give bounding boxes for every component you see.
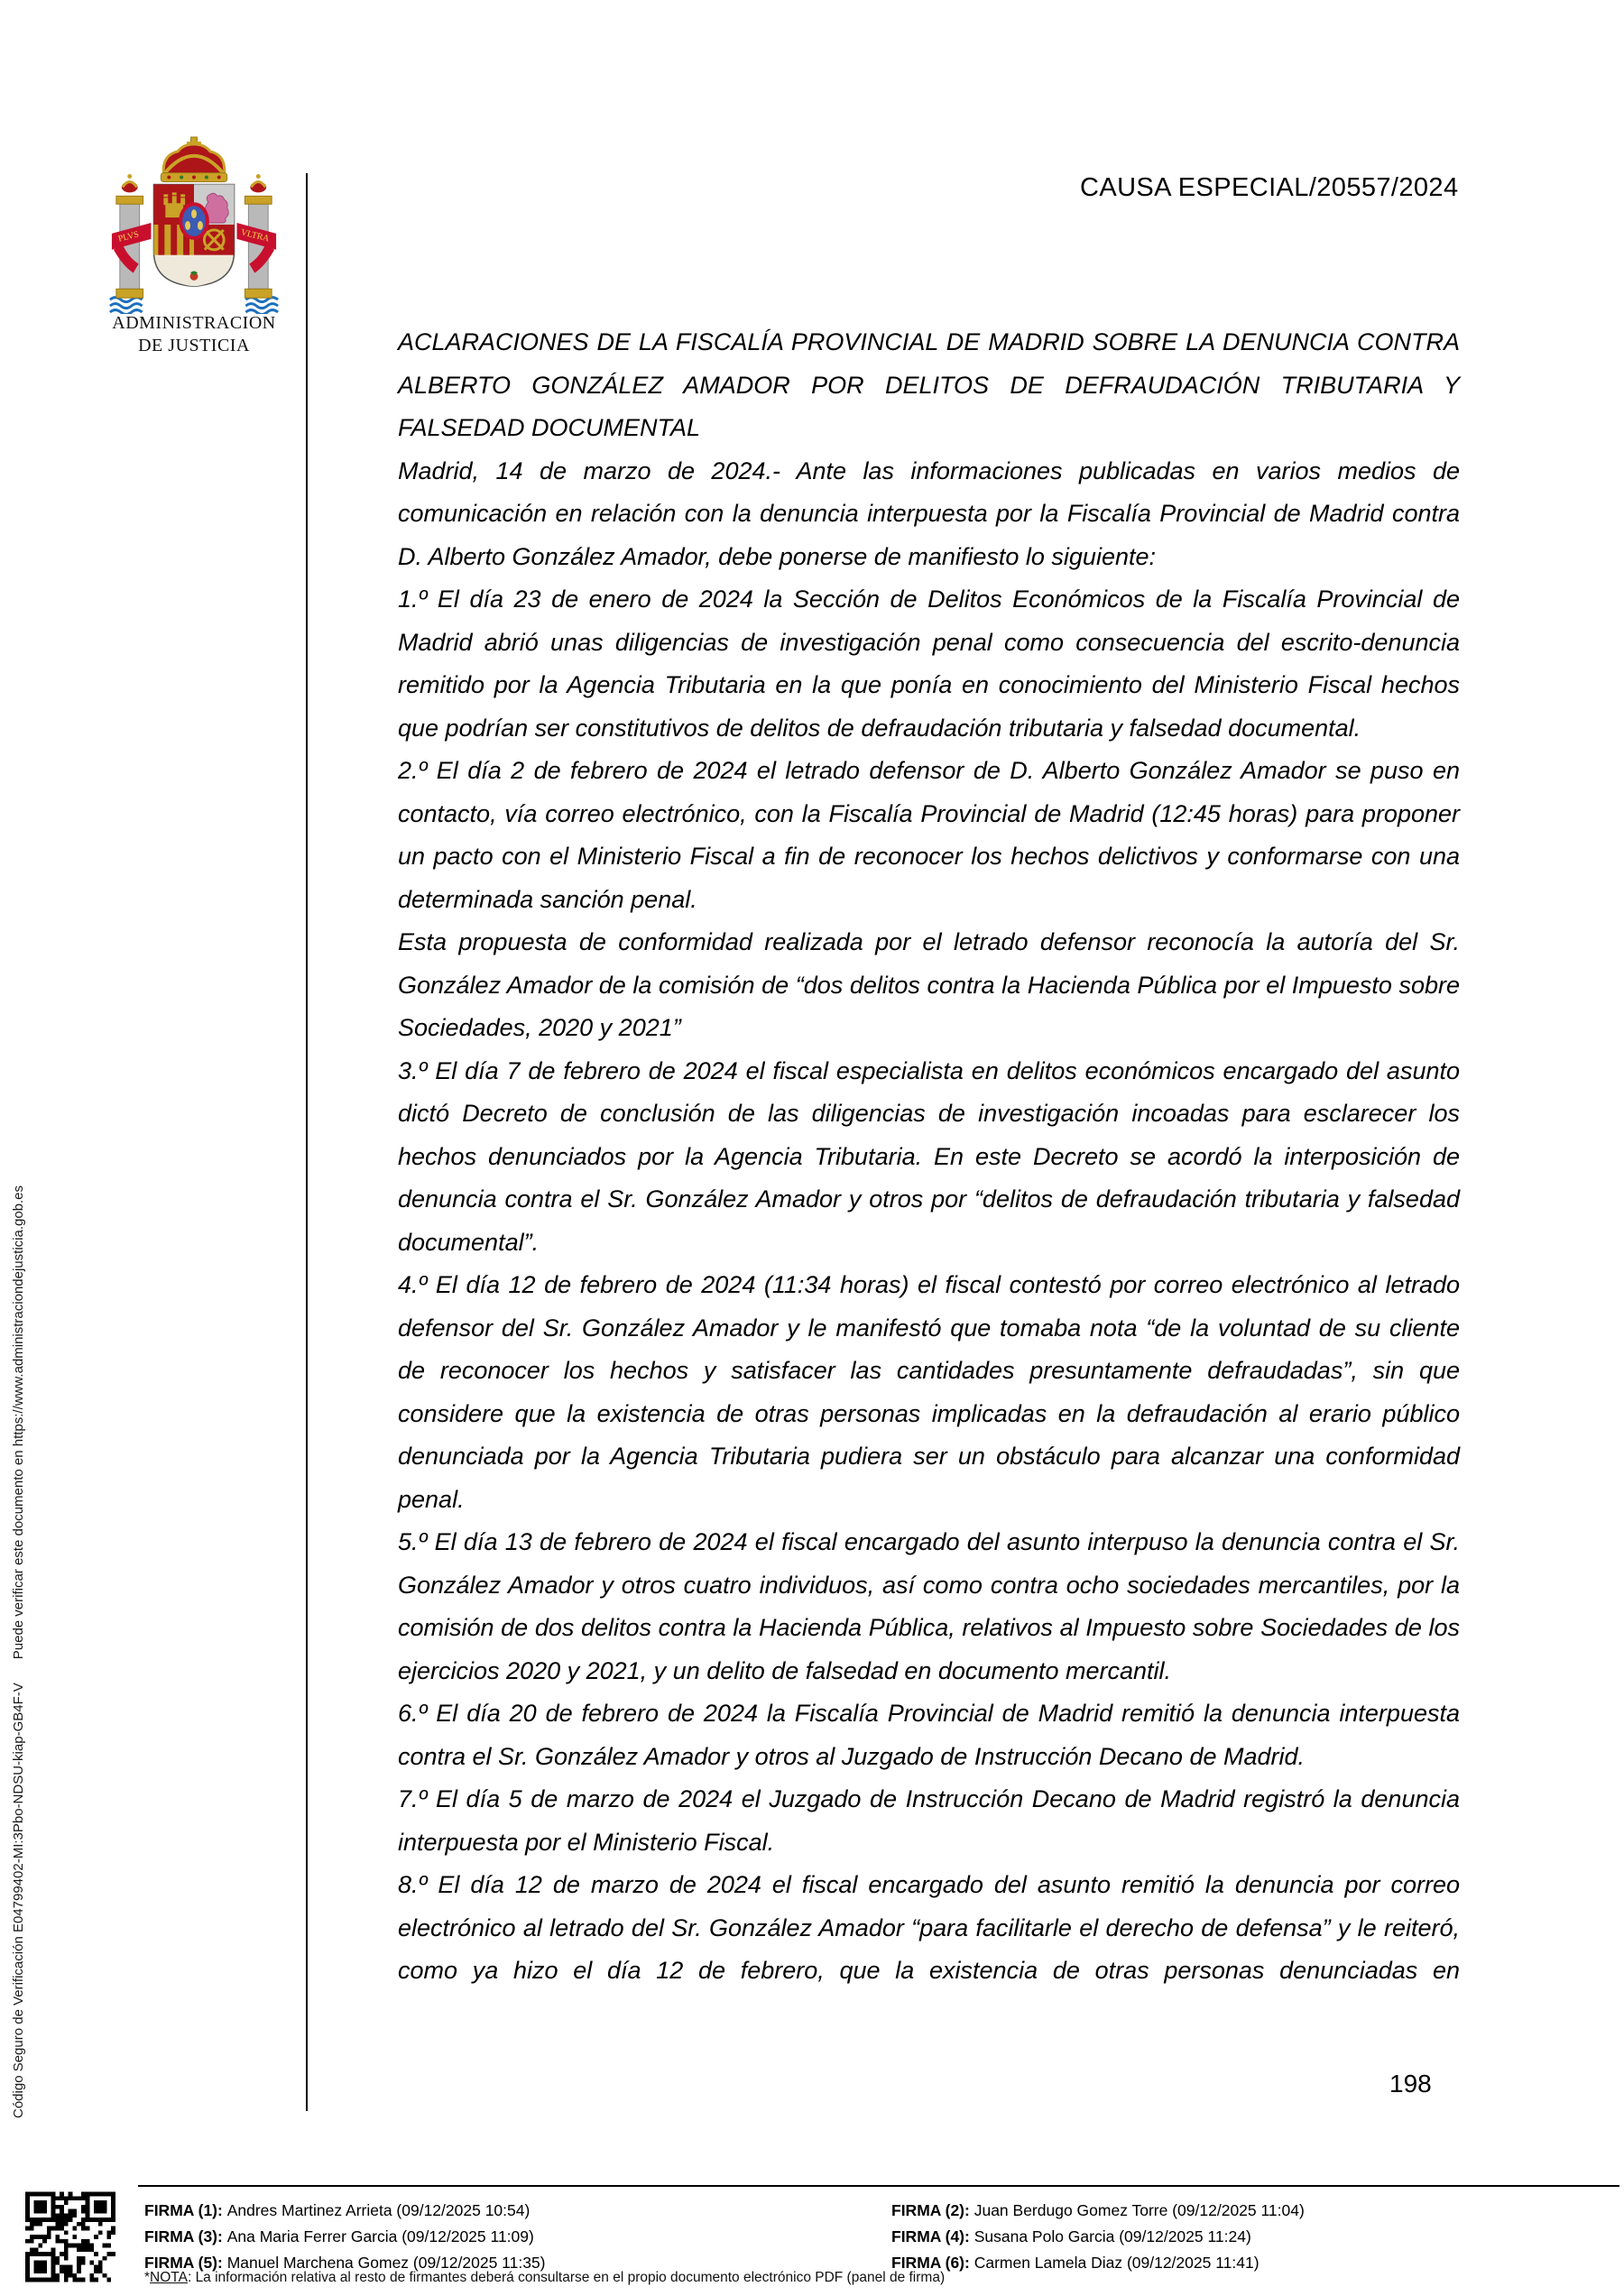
footer-divider [138, 2185, 1619, 2187]
signature-value: Juan Berdugo Gomez Torre (09/12/2025 11:04) [969, 2201, 1305, 2219]
body-paragraph: 7.º El día 5 de marzo de 2024 el Juzgado de Instrucción Decano de Madrid registró la denuncia interpuesta por el Ministerio Fiscal. [398, 1785, 1460, 1856]
signature-value: Andres Martinez Arrieta (09/12/2025 10:54) [222, 2201, 531, 2219]
footer-note [144, 2270, 945, 2286]
body-paragraph: 8.º El día 12 de marzo de 2024 el fiscal encargado del asunto remitió la denuncia por correo electrónico al letrado del Sr. González Amador “para facilitarle el derecho de defensa” y le reiteró, como ya hizo el día 12 de febrero, que la existencia de otras personas denunciadas en [398, 1871, 1460, 1984]
signature-value: Susana Polo Garcia (09/12/2025 11:24) [969, 2227, 1251, 2245]
signature-label: FIRMA (1): [144, 2201, 223, 2219]
body-paragraph: 4.º El día 12 de febrero de 2024 (11:34 horas) el fiscal contestó por correo electrónico al letrado defensor del Sr. González Amador y le manifestó que tomaba nota “de la voluntad de su cliente de reconocer los hechos y satisfacer las cantidades presuntamente defraudadas”, sin que considere que la existencia de otras personas implicadas en la defraudación al erario público denunciada por la Agencia Tributaria pudiera ser un obstáculo para alcanzar una conformidad penal. [398, 1271, 1460, 1513]
signature-column-left [144, 2198, 546, 2276]
document-title: ACLARACIONES DE LA FISCALÍA PROVINCIAL DE MADRID SOBRE LA DENUNCIA CONTRA ALBERTO GONZÁLEZ AMADOR POR DELITOS DE DEFRAUDACIÓN TRIBUTARIA Y FALSEDAD DOCUMENTAL [398, 328, 1460, 441]
coat-of-arms-icon [105, 134, 283, 314]
body-paragraph: 3.º El día 7 de febrero de 2024 el fiscal especialista en delitos económicos encargado del asunto dictó Decreto de conclusión de las diligencias de investigación incoadas para esclarecer los hechos denunciados por la Agencia Tributaria. En este Decreto se acordó la interposición de denuncia contra el Sr. González Amador y otros por “delitos de defraudación tributaria y falsedad documental”. [398, 1056, 1460, 1256]
verification-strip [11, 991, 26, 2118]
signature-label: FIRMA (2): [891, 2201, 970, 2219]
margin-divider [306, 173, 308, 2111]
footnote-label: NOTA [150, 2270, 188, 2285]
emblem-motto-left: PLVS [116, 229, 141, 244]
emblem-motto-right: VLTRA [239, 227, 271, 244]
signature-row [144, 2224, 546, 2250]
emblem-crown [161, 137, 226, 182]
body-paragraph: 2.º El día 2 de febrero de 2024 el letrado defensor de D. Alberto González Amador se puso en contacto, vía correo electrónico, con la Fiscalía Provincial de Madrid (12:45 horas) para proponer un pacto con el Ministerio Fiscal a fin de reconocer los hechos delictivos y conformarse con una determinada sanción penal. [398, 757, 1460, 913]
signature-row [891, 2198, 1305, 2224]
signature-value: Ana Maria Ferrer Garcia (09/12/2025 11:09) [222, 2227, 534, 2245]
signature-column-right [891, 2198, 1305, 2276]
body-paragraph: Esta propuesta de conformidad realizada por el letrado defensor reconocía la autoría del Sr. González Amador de la comisión de “dos delitos contra la Hacienda Pública por el Impuesto sobre Sociedades, 2020 y 2021” [398, 928, 1460, 1041]
signature-label: FIRMA (3): [144, 2227, 223, 2245]
signature-row [891, 2224, 1305, 2250]
footnote-asterisk: * [144, 2270, 151, 2285]
org-name-line2: DE JUSTICIA [138, 336, 250, 355]
signature-row [144, 2198, 546, 2224]
csv-code: Código Seguro de Verificación E04799402-MI:3Pbo-NDSU-kiap-GB4F-V [11, 1683, 26, 2118]
case-number: CAUSA ESPECIAL/20557/2024 [1080, 173, 1459, 202]
org-name-line1: ADMINISTRACION [112, 313, 276, 333]
signature-value: Carmen Lamela Diaz (09/12/2025 11:41) [969, 2254, 1260, 2272]
footnote-text: : La información relativa al resto de firmantes deberá consultarse en el propio documento electrónico PDF (panel de firma) [187, 2270, 946, 2285]
qr-code [25, 2190, 115, 2283]
verify-url-text: Puede verificar este documento en https://www.administraciondejusticia.gob.es [11, 1185, 26, 1660]
page-number: 198 [1389, 2070, 1432, 2098]
document-body [398, 321, 1460, 1993]
signature-label: FIRMA (6): [891, 2254, 970, 2272]
emblem-shield [153, 184, 234, 286]
org-name [81, 312, 307, 357]
signature-row [891, 2250, 1305, 2276]
signature-value: Manuel Marchena Gomez (09/12/2025 11:35) [222, 2254, 546, 2272]
signature-label: FIRMA (4): [891, 2227, 970, 2245]
signature-label: FIRMA (5): [144, 2254, 223, 2272]
body-paragraph: 6.º El día 20 de febrero de 2024 la Fiscalía Provincial de Madrid remitió la denuncia interpuesta contra el Sr. González Amador y otros al Juzgado de Instrucción Decano de Madrid. [398, 1700, 1460, 1770]
body-paragraph: Madrid, 14 de marzo de 2024.- Ante las informaciones publicadas en varios medios de comunicación en relación con la denuncia interpuesta por la Fiscalía Provincial de Madrid contra D. Alberto González Amador, debe ponerse de manifiesto lo siguiente: [398, 456, 1460, 570]
body-paragraph: 1.º El día 23 de enero de 2024 la Sección de Delitos Económicos de la Fiscalía Provincial de Madrid abrió unas diligencias de investigación penal como consecuencia del escrito-denuncia remitido por la Agencia Tributaria en la que ponía en conocimiento del Ministerio Fiscal hechos que podrían ser constitutivos de delitos de defraudación tributaria y falsedad documental. [398, 586, 1460, 742]
body-paragraph: 5.º El día 13 de febrero de 2024 el fiscal encargado del asunto interpuso la denuncia contra el Sr. González Amador y otros cuatro individuos, así como contra ocho sociedades mercantiles, por la comisión de dos delitos contra la Hacienda Pública, relativos al Impuesto sobre Sociedades de los ejercicios 2020 y 2021, y un delito de falsedad en documento mercantil. [398, 1528, 1460, 1684]
